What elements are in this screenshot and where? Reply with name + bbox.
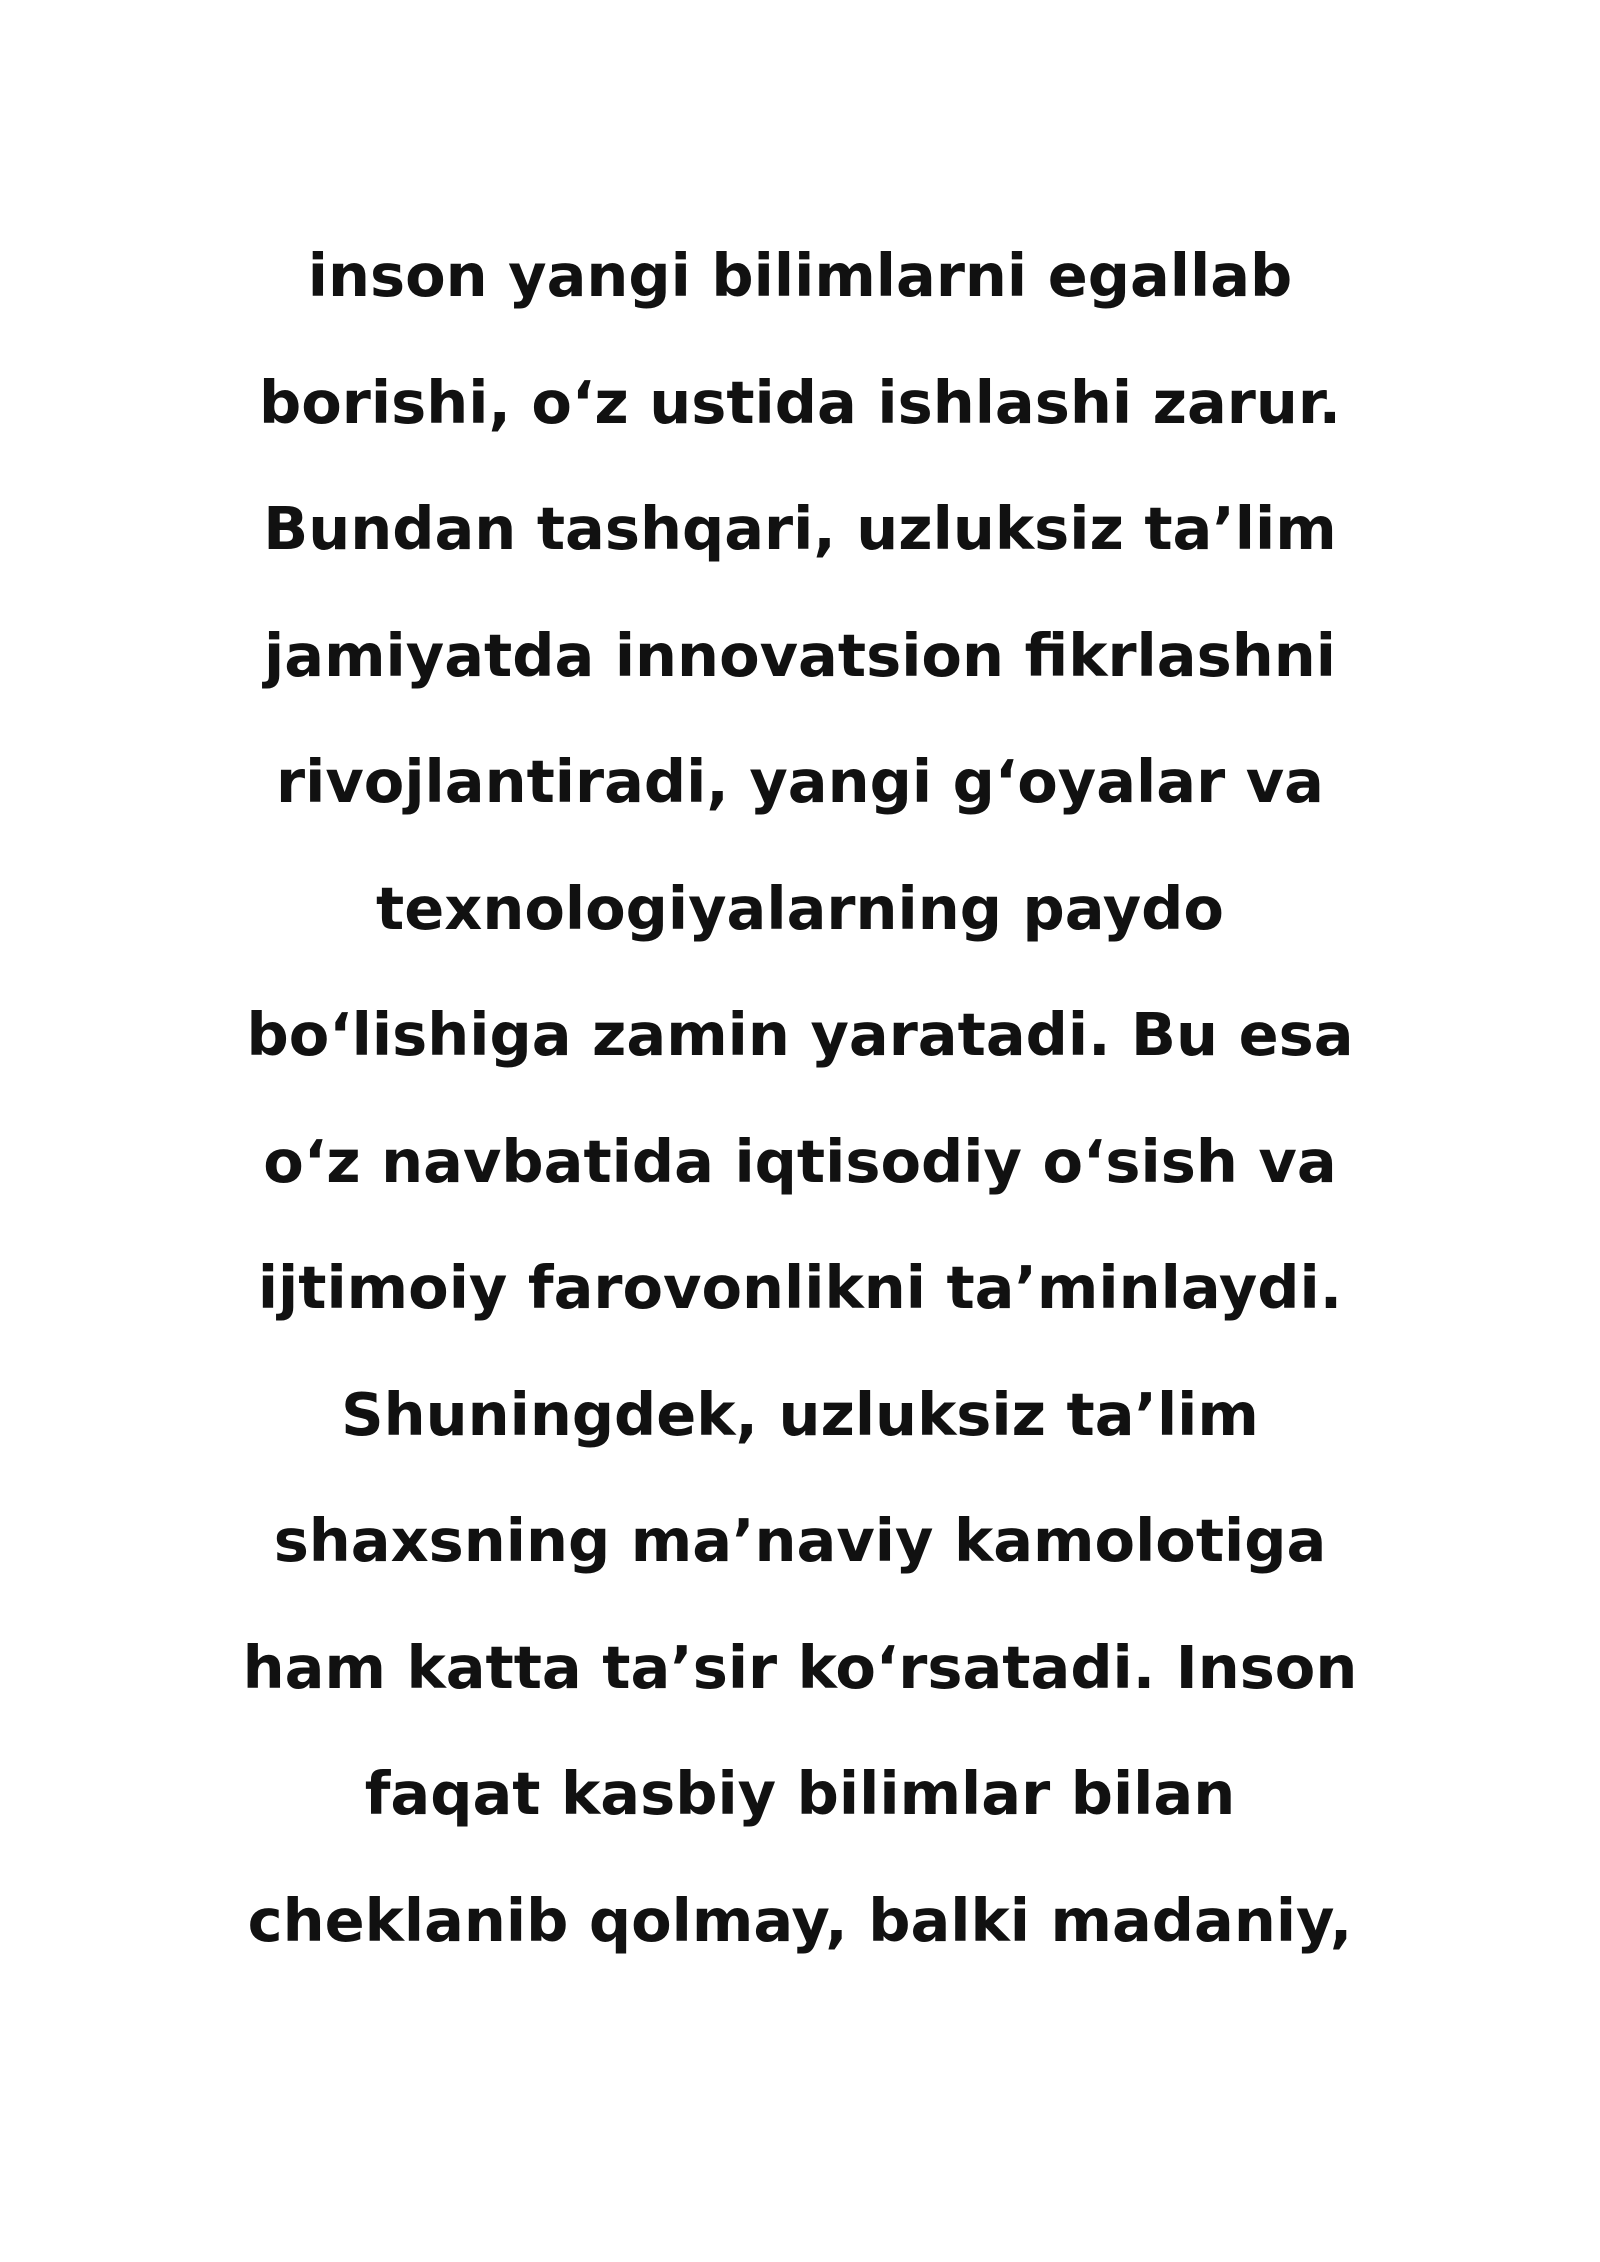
body-text xyxy=(0,213,1600,1984)
text-line: Bundan tashqari, uzluksiz ta’lim xyxy=(263,494,1337,563)
text-line: jamiyatda innovatsion fikrlashni xyxy=(264,620,1336,690)
text-line: cheklanib qolmay, balki madaniy, xyxy=(247,1885,1353,1955)
text-line: texnologiyalarning paydo xyxy=(376,873,1224,943)
text-line: borishi, o‘z ustida ishlashi zarur. xyxy=(259,367,1341,437)
text-line: o‘z navbatida iqtisodiy o‘sish va xyxy=(263,1126,1337,1196)
text-line: rivojlantiradi, yangi g‘oyalar va xyxy=(276,747,1324,816)
text-line: shaxsning ma’naviy kamolotiga xyxy=(273,1506,1327,1575)
text-line: ijtimoiy farovonlikni ta’minlaydi. xyxy=(257,1253,1343,1322)
text-line: faqat kasbiy bilimlar bilan xyxy=(364,1759,1236,1828)
text-line: inson yangi bilimlarni egallab xyxy=(307,241,1293,310)
text-line: bo‘lishiga zamin yaratadi. Bu esa xyxy=(246,1000,1354,1069)
text-line: Shuningdek, uzluksiz ta’lim xyxy=(341,1379,1259,1449)
text-line: ham katta ta’sir ko‘rsatadi. Inson xyxy=(242,1632,1358,1702)
